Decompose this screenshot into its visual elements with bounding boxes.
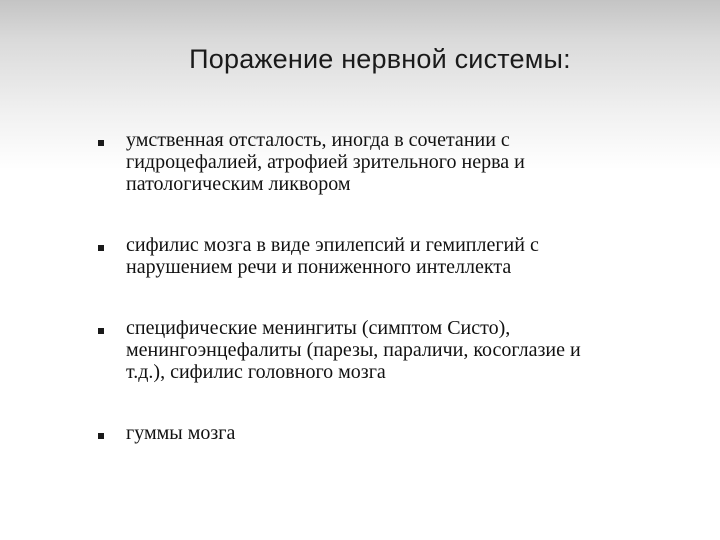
square-bullet-icon	[98, 328, 104, 334]
bullet-text	[126, 422, 686, 444]
bullet-text	[126, 317, 686, 383]
bullet-line: гидроцефалией, атрофией зрительного нерва и	[126, 151, 525, 173]
bullet-line: т.д.), сифилис головного мозга	[126, 361, 386, 383]
bullet-line: сифилис мозга в виде эпилепсий и гемиплегий с	[126, 234, 539, 256]
bullet-text	[126, 129, 686, 195]
bullet-line: патологическим ликвором	[126, 173, 351, 195]
bullet-line: нарушением речи и пониженного интеллекта	[126, 256, 512, 278]
square-bullet-icon	[98, 245, 104, 251]
square-bullet-icon	[98, 140, 104, 146]
bullet-line: менингоэнцефалиты (парезы, параличи, косоглазие и	[126, 339, 581, 361]
slide-title: Поражение нервной системы:	[189, 44, 571, 74]
bullet-line: специфические менингиты (симптом Систо),	[126, 317, 511, 339]
bullet-text	[126, 234, 686, 278]
bullet-line: гуммы мозга	[126, 422, 236, 444]
square-bullet-icon	[98, 433, 104, 439]
bullet-line: умственная отсталость, иногда в сочетании с	[126, 129, 510, 151]
